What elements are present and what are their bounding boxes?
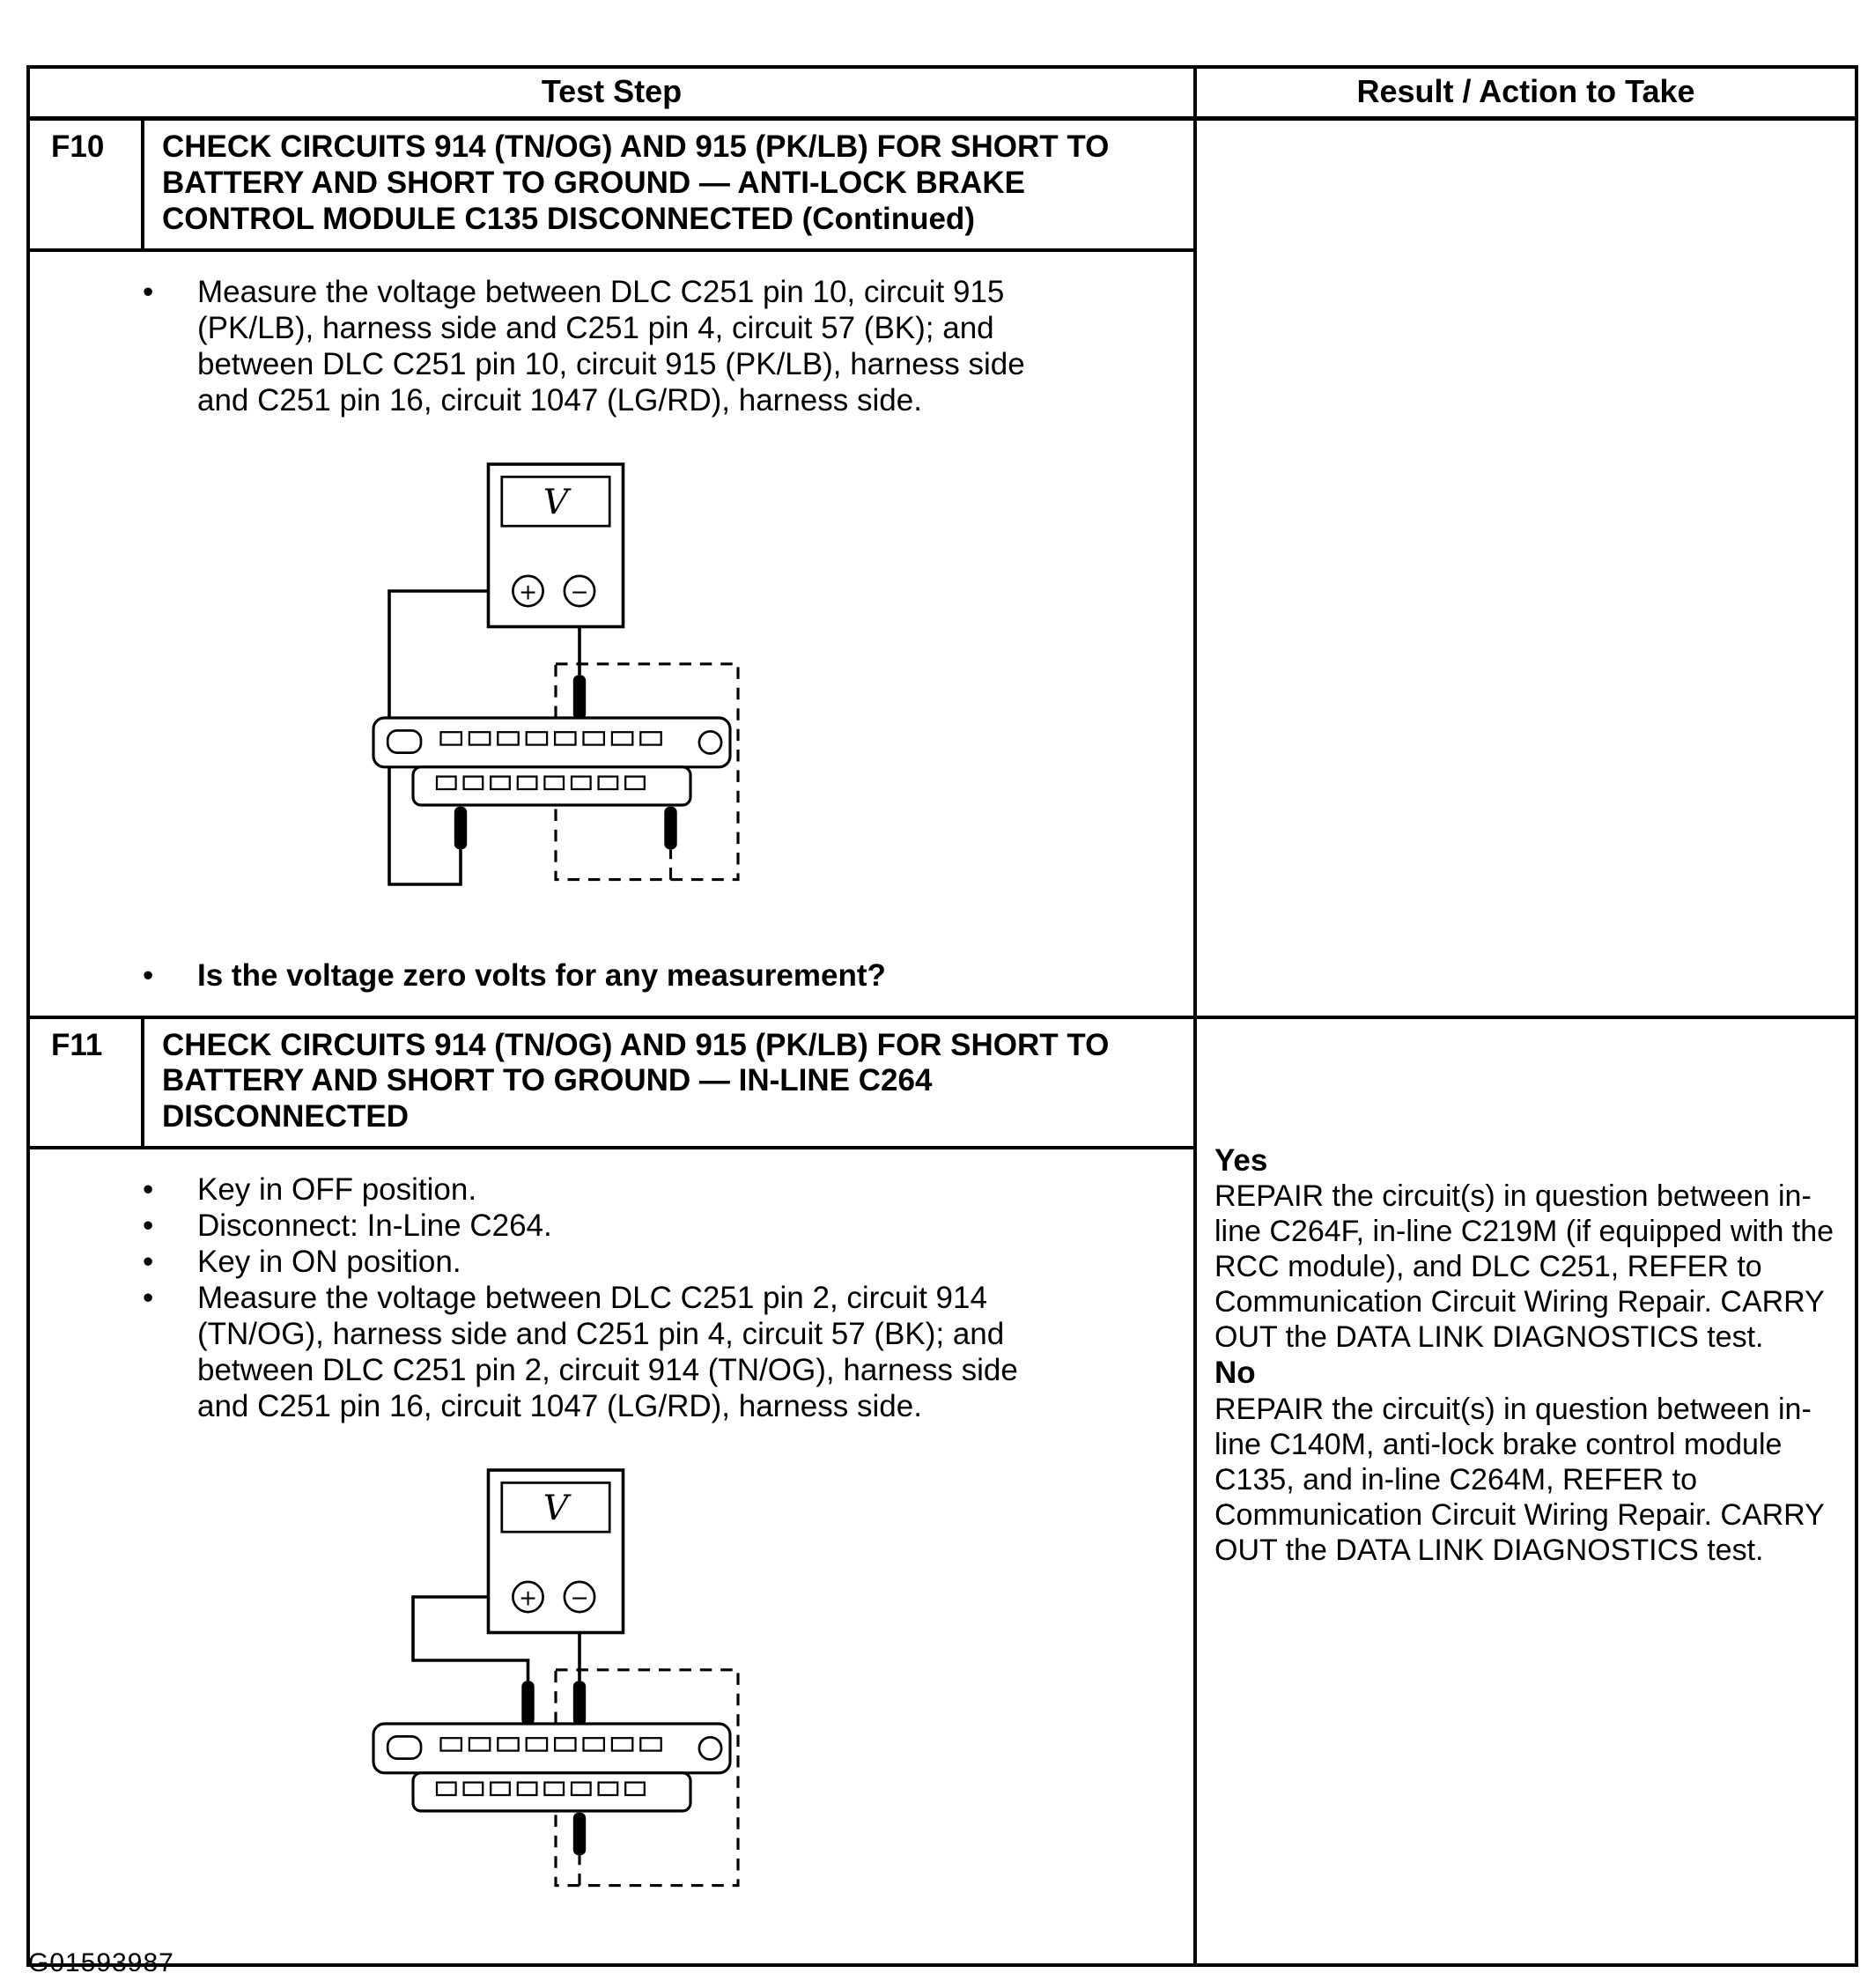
f11-bullet-measure: • Measure the voltage between DLC C251 pin 2, circuit 914 (TN/OG), harness side and C251 pin 4, circuit 57 (BK); and between DLC C251 pin 2, circuit 914 (TN/OG), harness side and C251 pin 16, circuit 1047 (LG/RD), harness side. bbox=[143, 1281, 1018, 1423]
result-no-text: REPAIR the circuit(s) in question between in-line C140M, anti-lock brake control module C135, and in-line C264M, REFER to Communication Circuit Wiring Repair. CARRY OUT the DATA LINK DIAGNOSTICS test. bbox=[1214, 1392, 1825, 1568]
f10-step-id: F10 bbox=[30, 121, 144, 248]
probe-pin-top-right bbox=[573, 1681, 586, 1725]
f11-voltmeter-dlc-diagram bbox=[294, 1462, 833, 1938]
dlc-connector bbox=[373, 718, 730, 805]
table-header-row bbox=[30, 69, 1855, 121]
f11-bullet-key-on: • Key in ON position. bbox=[143, 1245, 461, 1280]
pinpoint-test-table bbox=[26, 65, 1858, 1967]
positive-terminal-label: + bbox=[518, 578, 538, 604]
f10-title-band bbox=[30, 121, 1193, 252]
f11-result-cell bbox=[1197, 1019, 1855, 1963]
probe-pin-top-left bbox=[521, 1681, 534, 1725]
negative-terminal-label: − bbox=[570, 1585, 589, 1611]
positive-terminal-label: + bbox=[518, 1585, 538, 1611]
bullet-icon: • bbox=[143, 1208, 154, 1244]
bullet-icon: • bbox=[143, 1245, 154, 1280]
figure-id: G01593987 bbox=[28, 1948, 174, 1977]
result-yes-label: Yes bbox=[1214, 1142, 1268, 1178]
negative-terminal-label: − bbox=[570, 578, 589, 604]
f11-step-title: CHECK CIRCUITS 914 (TN/OG) AND 915 (PK/LB) FOR SHORT TO BATTERY AND SHORT TO GROUND — IN-LINE C264 DISCONNECTED bbox=[162, 1027, 1110, 1134]
f10-test-step-cell bbox=[30, 121, 1197, 1016]
f11-test-step-cell bbox=[30, 1019, 1197, 1963]
f11-title-band bbox=[30, 1019, 1193, 1150]
result-yes-text: REPAIR the circuit(s) in question between in-line C264F, in-line C219M (if equipped with the RCC module), and DLC C251, REFER to Communication Circuit Wiring Repair. CARRY OUT the DATA LINK DIAGNOSTICS test. bbox=[1214, 1179, 1834, 1355]
result-no-label: No bbox=[1214, 1356, 1256, 1391]
f11-bullet-key-off: • Key in OFF position. bbox=[143, 1172, 477, 1208]
f10-question: • Is the voltage zero volts for any measurement? bbox=[143, 957, 886, 993]
f11-step-body bbox=[30, 1149, 1193, 1959]
probe-pin-bottom-left bbox=[454, 806, 467, 849]
bullet-icon: • bbox=[143, 1172, 154, 1208]
f10-voltmeter-dlc-diagram bbox=[294, 456, 833, 932]
f10-bullet-measure: • Measure the voltage between DLC C251 pin 10, circuit 915 (PK/LB), harness side and C251 pin 4, circuit 57 (BK); and between DLC C251 pin 10, circuit 915 (PK/LB), harness side and C251 pin 16, circuit 1047 (LG/RD), harness side. bbox=[143, 274, 1025, 418]
test-step-row-f10 bbox=[30, 121, 1855, 1016]
f10-result-cell bbox=[1197, 121, 1855, 1016]
bullet-icon: • bbox=[143, 1281, 154, 1316]
voltmeter-v-label: V bbox=[543, 1488, 569, 1529]
test-step-row-f11 bbox=[30, 1016, 1855, 1963]
probe-pin-bottom-right bbox=[664, 806, 676, 849]
bullet-icon: • bbox=[143, 274, 154, 309]
probe-pin-top bbox=[573, 675, 586, 719]
f11-step-id: F11 bbox=[30, 1019, 144, 1147]
f10-step-body bbox=[30, 252, 1193, 1016]
column-header-test-step: Test Step bbox=[30, 69, 1197, 116]
dlc-connector bbox=[373, 1724, 730, 1811]
f11-bullet-disconnect: • Disconnect: In-Line C264. bbox=[143, 1208, 552, 1244]
probe-pin-bottom bbox=[573, 1813, 586, 1856]
f10-step-title: CHECK CIRCUITS 914 (TN/OG) AND 915 (PK/LB) FOR SHORT TO BATTERY AND SHORT TO GROUND — ANTI-LOCK BRAKE CONTROL MODULE C135 DISCONNECTED (Continued) bbox=[162, 129, 1110, 236]
column-header-result: Result / Action to Take bbox=[1356, 73, 1695, 109]
voltmeter-v-label: V bbox=[543, 481, 569, 522]
bullet-icon: • bbox=[143, 957, 154, 993]
